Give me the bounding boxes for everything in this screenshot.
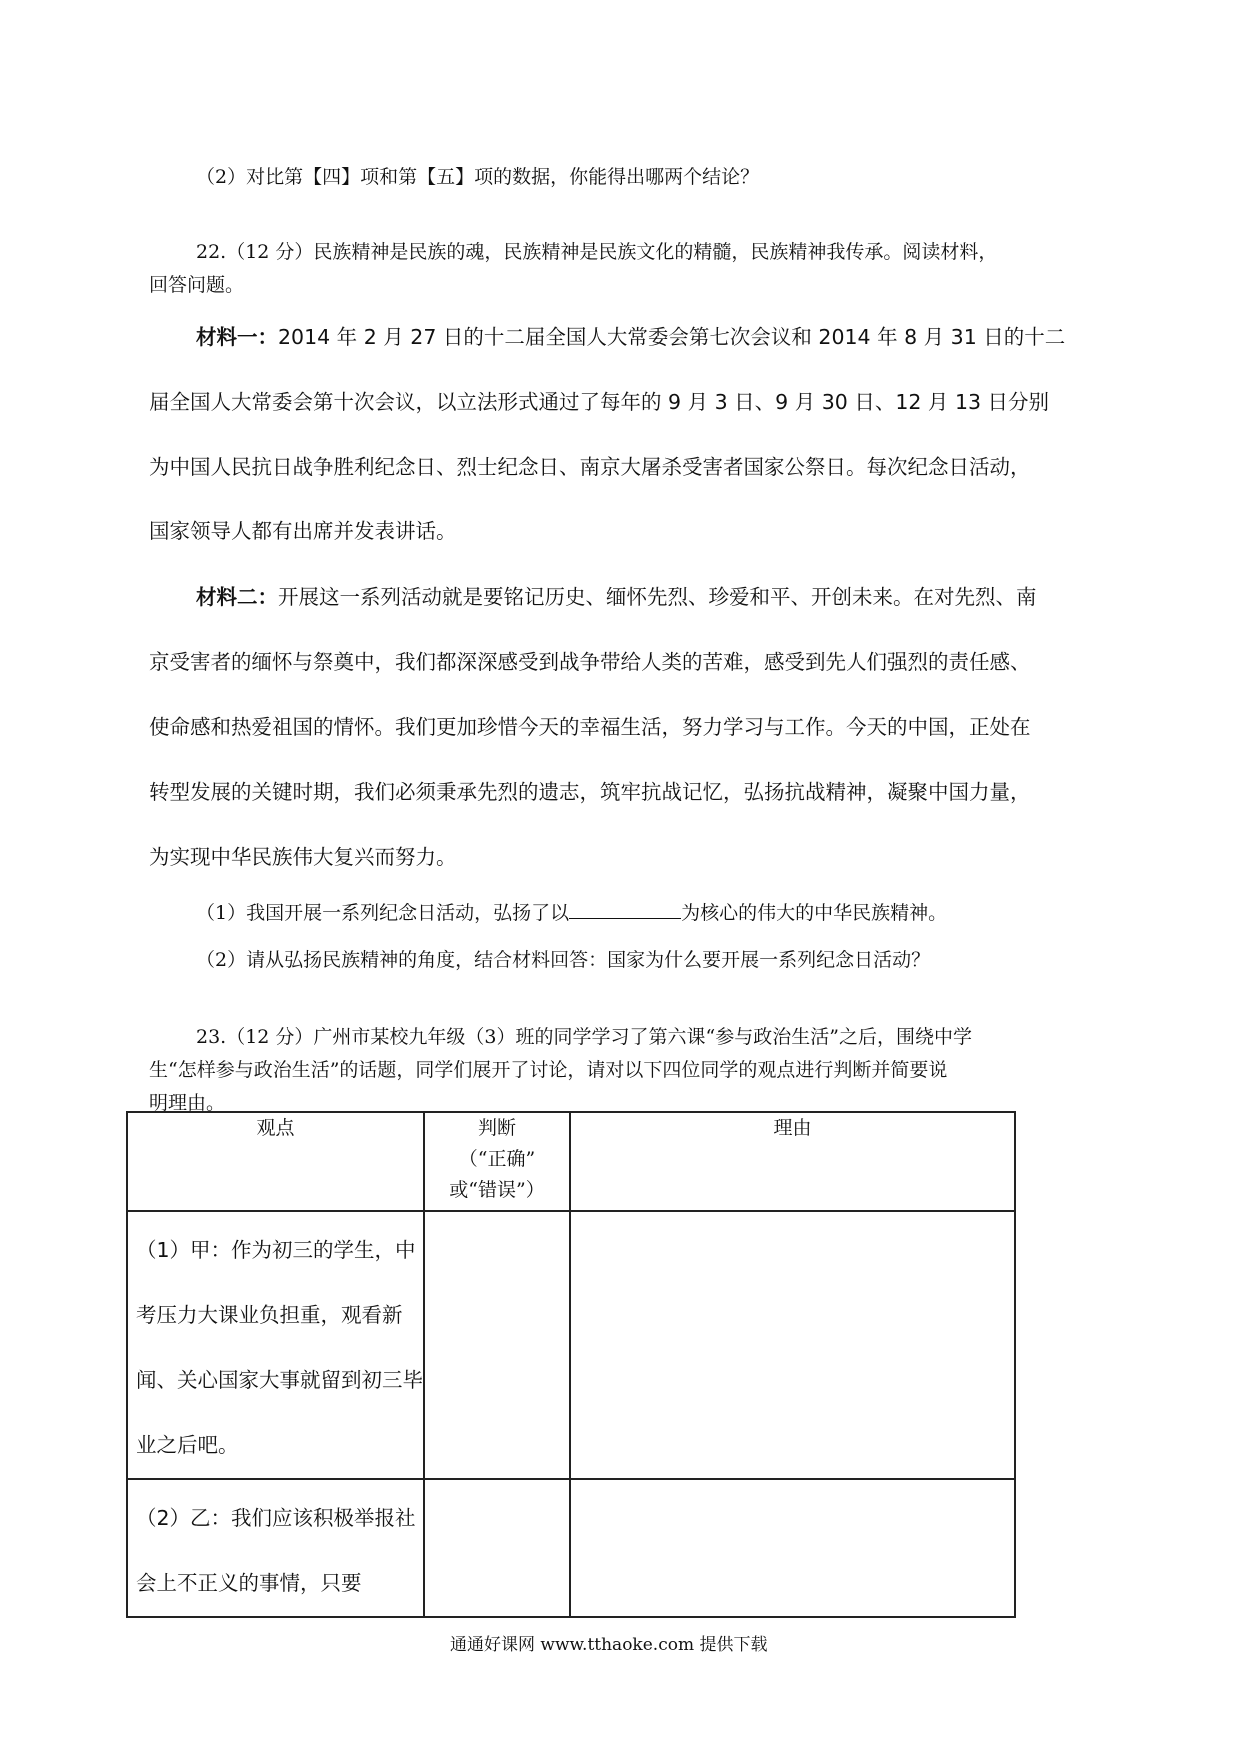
header-view: 观点	[127, 1112, 424, 1211]
material-1-line2: 届全国人大常委会第十次会议，以立法形式通过了每年的 9 月 3 日、9 月 30 日、12 月 13 日分别	[149, 390, 1050, 414]
judge-cell[interactable]	[424, 1479, 570, 1617]
answer-blank[interactable]	[569, 900, 681, 919]
header-judge: 判断 （“正确” 或“错误”）	[424, 1112, 570, 1211]
view-cell: （2）乙：我们应该积极举报社会上不正义的事情，只要	[127, 1479, 424, 1617]
q23-intro-line2: 生“怎样参与政治生活”的话题，同学们展开了讨论，请对以下四位同学的观点进行判断并简要说	[149, 1059, 948, 1081]
material-1-label: 材料一：	[196, 325, 278, 349]
material-1-line3: 为中国人民抗日战争胜利纪念日、烈士纪念日、南京大屠杀受害者国家公祭日。每次纪念日活动，	[149, 455, 1031, 479]
material-1-line4: 国家领导人都有出席并发表讲话。	[149, 519, 457, 543]
table-header-row	[127, 1112, 1015, 1211]
table-row	[127, 1211, 1015, 1479]
view-cell: （1）甲：作为初三的学生，中考压力大课业负担重，观看新闻、关心国家大事就留到初三毕业之后吧。	[127, 1211, 424, 1479]
q22-intro-line1: 22.（12 分）民族精神是民族的魂，民族精神是民族文化的精髓，民族精神我传承。阅读材料，	[196, 241, 998, 263]
q21-sub2: （2）对比第【四】项和第【五】项的数据，你能得出哪两个结论？	[196, 166, 760, 188]
material-1-line1: 材料一：2014 年 2 月 27 日的十二届全国人大常委会第七次会议和 2014 年 8 月 31 日的十二	[196, 325, 1066, 349]
table-row	[127, 1479, 1015, 1617]
q22-intro-line2: 回答问题。	[149, 274, 245, 296]
q22-sub1: （1）我国开展一系列纪念日活动，弘扬了以 为核心的伟大的中华民族精神。	[196, 902, 948, 924]
material-2-line1: 材料二：开展这一系列活动就是要铭记历史、缅怀先烈、珍爱和平、开创未来。在对先烈、南	[196, 585, 1037, 609]
page-footer: 通通好课网 www.tthaoke.com 提供下载	[450, 1635, 768, 1655]
material-2-line5: 为实现中华民族伟大复兴而努力。	[149, 845, 457, 869]
opinion-table	[126, 1111, 1016, 1618]
material-2-line3: 使命感和热爱祖国的情怀。我们更加珍惜今天的幸福生活，努力学习与工作。今天的中国，正处在	[149, 715, 1031, 739]
material-2-line4: 转型发展的关键时期，我们必须秉承先烈的遗志，筑牢抗战记忆，弘扬抗战精神，凝聚中国力量，	[149, 780, 1031, 804]
reason-cell[interactable]	[570, 1479, 1015, 1617]
q23-intro-line1: 23.（12 分）广州市某校九年级（3）班的同学学习了第六课“参与政治生活”之后，围绕中学	[196, 1026, 972, 1048]
material-2-label: 材料二：	[196, 585, 278, 609]
material-2-line2: 京受害者的缅怀与祭奠中，我们都深深感受到战争带给人类的苦难，感受到先人们强烈的责任感、	[149, 650, 1031, 674]
reason-cell[interactable]	[570, 1211, 1015, 1479]
q22-sub2: （2）请从弘扬民族精神的角度，结合材料回答：国家为什么要开展一系列纪念日活动？	[196, 949, 931, 971]
header-reason: 理由	[570, 1112, 1015, 1211]
judge-cell[interactable]	[424, 1211, 570, 1479]
q23-intro-line3: 明理由。	[149, 1092, 226, 1114]
